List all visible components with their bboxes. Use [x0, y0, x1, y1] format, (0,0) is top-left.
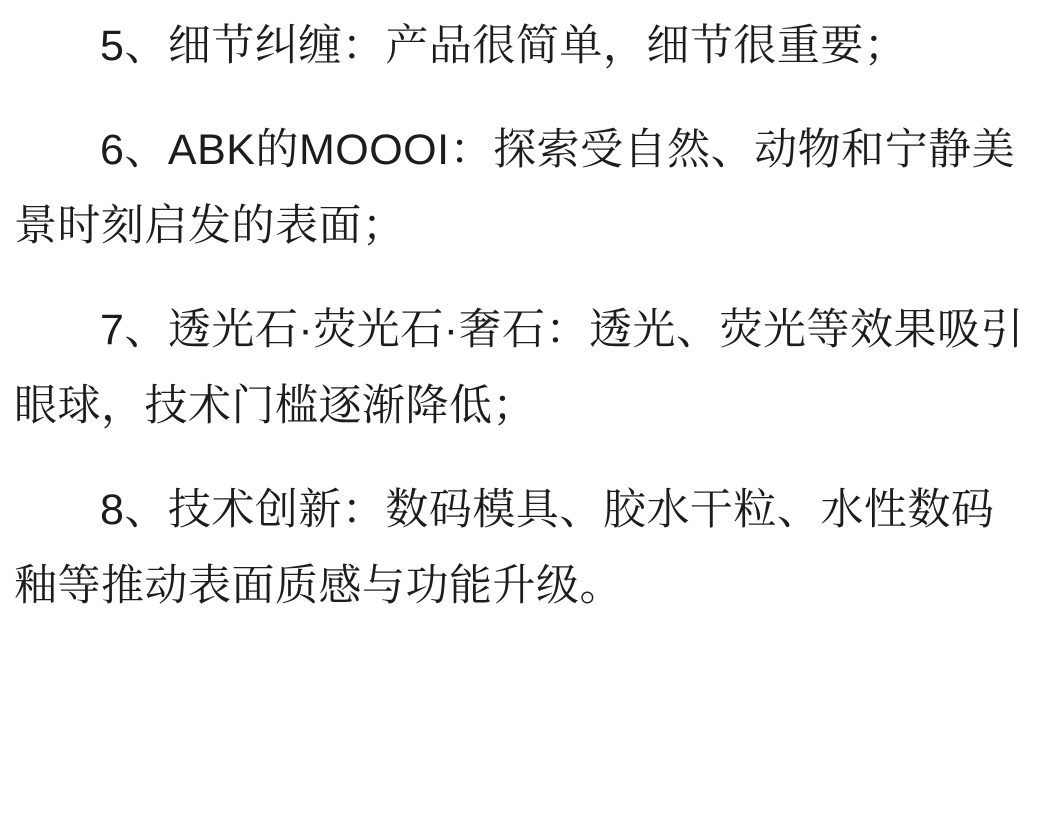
paragraph-item-5: 5、细节纠缠：产品很简单，细节很重要；	[100, 22, 908, 70]
paragraph-item-7: 7、透光石·荧光石·奢石：透光、荧光等效果吸引眼球，技术门槛逐渐降低；	[14, 306, 1025, 430]
paragraph-item-8: 8、技术创新：数码模具、胶水干粒、水性数码釉等推动表面质感与功能升级。	[14, 486, 995, 610]
paragraph-item-6: 6、ABK的MOOOI：探索受自然、动物和宁静美景时刻启发的表面；	[14, 126, 1016, 250]
